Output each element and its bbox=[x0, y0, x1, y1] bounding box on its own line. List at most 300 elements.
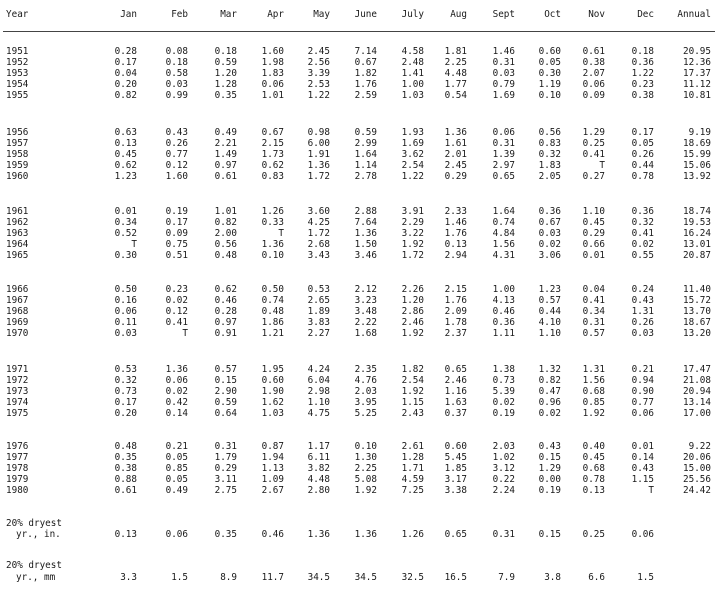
value-cell: 1.76 bbox=[444, 295, 467, 306]
value-cell: 1.62 bbox=[261, 397, 284, 408]
value-cell: 0.18 bbox=[165, 57, 188, 68]
value-cell: 1.26 bbox=[261, 206, 284, 217]
value-cell: 0.10 bbox=[354, 441, 377, 452]
value-cell: 2.78 bbox=[354, 171, 377, 182]
value-cell: 2.15 bbox=[444, 284, 467, 295]
year-cell: 1980 bbox=[6, 485, 29, 496]
value-cell: 2.03 bbox=[354, 386, 377, 397]
value-cell: 0.12 bbox=[165, 160, 188, 171]
value-cell: T bbox=[131, 239, 137, 250]
value-cell: 20.87 bbox=[683, 250, 711, 261]
year-cell: 1951 bbox=[6, 46, 29, 57]
summary-mm-value: 1.5 bbox=[637, 572, 654, 583]
value-cell: 0.59 bbox=[214, 57, 237, 68]
value-cell: 2.54 bbox=[401, 375, 424, 386]
value-cell: 2.48 bbox=[401, 57, 424, 68]
value-cell: 1.36 bbox=[261, 239, 284, 250]
value-cell: 2.12 bbox=[354, 284, 377, 295]
summary-inches-value: 0.06 bbox=[165, 529, 188, 540]
year-cell: 1968 bbox=[6, 306, 29, 317]
value-cell: 0.48 bbox=[261, 306, 284, 317]
value-cell: 0.57 bbox=[214, 364, 237, 375]
value-cell: 0.45 bbox=[114, 149, 137, 160]
value-cell: 13.20 bbox=[683, 328, 711, 339]
value-cell: 0.13 bbox=[444, 239, 467, 250]
value-cell: 3.62 bbox=[401, 149, 424, 160]
value-cell: 1.56 bbox=[492, 239, 515, 250]
year-cell: 1975 bbox=[6, 408, 29, 419]
value-cell: 0.28 bbox=[114, 46, 137, 57]
value-cell: 1.36 bbox=[307, 160, 330, 171]
value-cell: 2.24 bbox=[492, 485, 515, 496]
value-cell: 0.02 bbox=[165, 386, 188, 397]
year-cell: 1958 bbox=[6, 149, 29, 160]
value-cell: 0.56 bbox=[538, 127, 561, 138]
value-cell: 1.83 bbox=[261, 68, 284, 79]
value-cell: 17.00 bbox=[683, 408, 711, 419]
value-cell: 0.31 bbox=[582, 317, 605, 328]
value-cell: 11.40 bbox=[683, 284, 711, 295]
value-cell: 1.16 bbox=[444, 386, 467, 397]
value-cell: 0.32 bbox=[114, 375, 137, 386]
value-cell: 18.67 bbox=[683, 317, 711, 328]
value-cell: 0.35 bbox=[214, 90, 237, 101]
value-cell: 2.54 bbox=[401, 160, 424, 171]
value-cell: 2.45 bbox=[307, 46, 330, 57]
value-cell: 0.46 bbox=[214, 295, 237, 306]
value-cell: 0.65 bbox=[492, 171, 515, 182]
value-cell: 1.22 bbox=[401, 171, 424, 182]
value-cell: 0.31 bbox=[214, 441, 237, 452]
value-cell: 0.16 bbox=[114, 295, 137, 306]
value-cell: 0.10 bbox=[538, 90, 561, 101]
year-cell: 1959 bbox=[6, 160, 29, 171]
value-cell: 2.22 bbox=[354, 317, 377, 328]
value-cell: 0.15 bbox=[538, 452, 561, 463]
value-cell: 1.92 bbox=[401, 386, 424, 397]
value-cell: 18.74 bbox=[683, 206, 711, 217]
value-cell: 2.98 bbox=[307, 386, 330, 397]
value-cell: 3.60 bbox=[307, 206, 330, 217]
value-cell: 1.92 bbox=[354, 485, 377, 496]
value-cell: 0.04 bbox=[114, 68, 137, 79]
value-cell: 1.92 bbox=[401, 328, 424, 339]
value-cell: 2.99 bbox=[354, 138, 377, 149]
year-cell: 1953 bbox=[6, 68, 29, 79]
header-annual: Annual bbox=[677, 9, 711, 20]
value-cell: 0.59 bbox=[354, 127, 377, 138]
summary-mm-value: 34.5 bbox=[307, 572, 330, 583]
value-cell: 1.19 bbox=[538, 79, 561, 90]
value-cell: 5.08 bbox=[354, 474, 377, 485]
value-cell: 0.17 bbox=[114, 397, 137, 408]
value-cell: 1.81 bbox=[444, 46, 467, 57]
value-cell: 0.54 bbox=[444, 90, 467, 101]
header-feb: Feb bbox=[171, 9, 188, 20]
value-cell: 0.03 bbox=[165, 79, 188, 90]
value-cell: 13.70 bbox=[683, 306, 711, 317]
value-cell: 0.51 bbox=[165, 250, 188, 261]
value-cell: 5.25 bbox=[354, 408, 377, 419]
value-cell: T bbox=[182, 328, 188, 339]
value-cell: 1.41 bbox=[401, 68, 424, 79]
value-cell: 3.06 bbox=[538, 250, 561, 261]
value-cell: 0.05 bbox=[165, 474, 188, 485]
value-cell: 0.61 bbox=[582, 46, 605, 57]
value-cell: 7.64 bbox=[354, 217, 377, 228]
value-cell: 2.05 bbox=[538, 171, 561, 182]
value-cell: 1.85 bbox=[444, 463, 467, 474]
value-cell: 0.43 bbox=[631, 295, 654, 306]
value-cell: 3.82 bbox=[307, 463, 330, 474]
value-cell: 0.48 bbox=[114, 441, 137, 452]
value-cell: 0.73 bbox=[114, 386, 137, 397]
value-cell: 1.92 bbox=[582, 408, 605, 419]
value-cell: 0.19 bbox=[492, 408, 515, 419]
value-cell: 0.83 bbox=[261, 171, 284, 182]
value-cell: 1.13 bbox=[261, 463, 284, 474]
value-cell: 0.38 bbox=[114, 463, 137, 474]
summary-mm-label-line2: yr., mm bbox=[16, 572, 56, 583]
value-cell: 13.92 bbox=[683, 171, 711, 182]
value-cell: 0.61 bbox=[114, 485, 137, 496]
value-cell: 0.04 bbox=[582, 284, 605, 295]
value-cell: 1.82 bbox=[354, 68, 377, 79]
summary-inches-value: 0.13 bbox=[114, 529, 137, 540]
value-cell: 2.07 bbox=[582, 68, 605, 79]
value-cell: 18.69 bbox=[683, 138, 711, 149]
value-cell: 0.14 bbox=[165, 408, 188, 419]
value-cell: 4.13 bbox=[492, 295, 515, 306]
value-cell: 0.03 bbox=[538, 228, 561, 239]
value-cell: 2.65 bbox=[307, 295, 330, 306]
value-cell: 1.83 bbox=[538, 160, 561, 171]
value-cell: 4.24 bbox=[307, 364, 330, 375]
header-aug: Aug bbox=[450, 9, 467, 20]
value-cell: 9.19 bbox=[688, 127, 711, 138]
value-cell: 0.78 bbox=[631, 171, 654, 182]
header-may: May bbox=[313, 9, 330, 20]
value-cell: 0.20 bbox=[114, 408, 137, 419]
value-cell: 2.09 bbox=[444, 306, 467, 317]
value-cell: 1.90 bbox=[261, 386, 284, 397]
value-cell: 0.57 bbox=[538, 295, 561, 306]
value-cell: 1.29 bbox=[538, 463, 561, 474]
value-cell: 0.67 bbox=[354, 57, 377, 68]
value-cell: 0.05 bbox=[538, 57, 561, 68]
value-cell: 0.03 bbox=[114, 328, 137, 339]
value-cell: 1.31 bbox=[582, 364, 605, 375]
value-cell: 2.67 bbox=[261, 485, 284, 496]
value-cell: 2.27 bbox=[307, 328, 330, 339]
summary-inches-value: 0.15 bbox=[538, 529, 561, 540]
value-cell: 0.67 bbox=[261, 127, 284, 138]
value-cell: 1.01 bbox=[214, 206, 237, 217]
value-cell: 1.46 bbox=[444, 217, 467, 228]
value-cell: 6.00 bbox=[307, 138, 330, 149]
value-cell: 0.78 bbox=[582, 474, 605, 485]
value-cell: T bbox=[599, 160, 605, 171]
value-cell: 13.01 bbox=[683, 239, 711, 250]
value-cell: 1.60 bbox=[165, 171, 188, 182]
value-cell: 0.02 bbox=[492, 397, 515, 408]
value-cell: 1.93 bbox=[401, 127, 424, 138]
value-cell: 1.10 bbox=[538, 328, 561, 339]
value-cell: 1.89 bbox=[307, 306, 330, 317]
value-cell: 17.47 bbox=[683, 364, 711, 375]
header-nov: Nov bbox=[588, 9, 605, 20]
value-cell: 0.12 bbox=[165, 306, 188, 317]
value-cell: 0.68 bbox=[582, 386, 605, 397]
value-cell: 0.44 bbox=[538, 306, 561, 317]
value-cell: 9.22 bbox=[688, 441, 711, 452]
value-cell: 0.75 bbox=[165, 239, 188, 250]
value-cell: 0.41 bbox=[582, 295, 605, 306]
summary-inches-value: 0.35 bbox=[214, 529, 237, 540]
value-cell: 0.03 bbox=[631, 328, 654, 339]
value-cell: 0.48 bbox=[214, 250, 237, 261]
year-cell: 1952 bbox=[6, 57, 29, 68]
value-cell: 5.45 bbox=[444, 452, 467, 463]
value-cell: 0.50 bbox=[261, 284, 284, 295]
value-cell: 0.82 bbox=[538, 375, 561, 386]
value-cell: 0.85 bbox=[165, 463, 188, 474]
value-cell: 0.41 bbox=[631, 228, 654, 239]
value-cell: 0.68 bbox=[582, 463, 605, 474]
value-cell: 1.29 bbox=[582, 127, 605, 138]
value-cell: 1.73 bbox=[261, 149, 284, 160]
value-cell: 1.11 bbox=[492, 328, 515, 339]
value-cell: 4.59 bbox=[401, 474, 424, 485]
value-cell: 1.64 bbox=[492, 206, 515, 217]
header-oct: Oct bbox=[544, 9, 561, 20]
value-cell: 0.60 bbox=[444, 441, 467, 452]
value-cell: 1.21 bbox=[261, 328, 284, 339]
value-cell: 0.60 bbox=[261, 375, 284, 386]
year-cell: 1960 bbox=[6, 171, 29, 182]
header-july: July bbox=[401, 9, 424, 20]
summary-inches-value: 0.31 bbox=[492, 529, 515, 540]
value-cell: 1.00 bbox=[492, 284, 515, 295]
value-cell: 20.94 bbox=[683, 386, 711, 397]
year-cell: 1963 bbox=[6, 228, 29, 239]
value-cell: 0.31 bbox=[492, 57, 515, 68]
value-cell: 1.94 bbox=[261, 452, 284, 463]
value-cell: 0.14 bbox=[631, 452, 654, 463]
value-cell: 0.74 bbox=[492, 217, 515, 228]
value-cell: 0.59 bbox=[214, 397, 237, 408]
value-cell: 1.20 bbox=[214, 68, 237, 79]
value-cell: 1.23 bbox=[538, 284, 561, 295]
value-cell: 1.79 bbox=[214, 452, 237, 463]
value-cell: 1.38 bbox=[492, 364, 515, 375]
value-cell: 0.06 bbox=[582, 79, 605, 90]
value-cell: 0.64 bbox=[214, 408, 237, 419]
value-cell: 5.39 bbox=[492, 386, 515, 397]
value-cell: 12.36 bbox=[683, 57, 711, 68]
value-cell: 0.97 bbox=[214, 160, 237, 171]
value-cell: 4.48 bbox=[307, 474, 330, 485]
value-cell: 0.19 bbox=[165, 206, 188, 217]
value-cell: 0.49 bbox=[165, 485, 188, 496]
value-cell: T bbox=[648, 485, 654, 496]
value-cell: 21.08 bbox=[683, 375, 711, 386]
value-cell: 16.24 bbox=[683, 228, 711, 239]
value-cell: 1.03 bbox=[261, 408, 284, 419]
value-cell: 0.94 bbox=[631, 375, 654, 386]
value-cell: 15.99 bbox=[683, 149, 711, 160]
value-cell: 3.17 bbox=[444, 474, 467, 485]
value-cell: 0.45 bbox=[582, 452, 605, 463]
value-cell: 1.95 bbox=[261, 364, 284, 375]
summary-inches-value: 0.65 bbox=[444, 529, 467, 540]
year-cell: 1956 bbox=[6, 127, 29, 138]
value-cell: 1.82 bbox=[401, 364, 424, 375]
value-cell: 2.45 bbox=[444, 160, 467, 171]
header-dec: Dec bbox=[637, 9, 654, 20]
value-cell: 0.02 bbox=[538, 408, 561, 419]
value-cell: 0.01 bbox=[582, 250, 605, 261]
value-cell: 0.52 bbox=[114, 228, 137, 239]
value-cell: 2.37 bbox=[444, 328, 467, 339]
summary-mm-value: 3.8 bbox=[544, 572, 561, 583]
value-cell: 0.53 bbox=[307, 284, 330, 295]
value-cell: 1.72 bbox=[401, 250, 424, 261]
value-cell: 2.75 bbox=[214, 485, 237, 496]
value-cell: 0.17 bbox=[165, 217, 188, 228]
value-cell: 2.86 bbox=[401, 306, 424, 317]
value-cell: 0.56 bbox=[214, 239, 237, 250]
value-cell: 0.01 bbox=[631, 441, 654, 452]
value-cell: 6.04 bbox=[307, 375, 330, 386]
summary-mm-value: 1.5 bbox=[171, 572, 188, 583]
value-cell: 0.53 bbox=[114, 364, 137, 375]
value-cell: 19.53 bbox=[683, 217, 711, 228]
summary-mm-value: 32.5 bbox=[401, 572, 424, 583]
value-cell: 11.12 bbox=[683, 79, 711, 90]
value-cell: 1.64 bbox=[354, 149, 377, 160]
value-cell: 0.45 bbox=[582, 217, 605, 228]
value-cell: 0.41 bbox=[165, 317, 188, 328]
value-cell: 0.06 bbox=[261, 79, 284, 90]
value-cell: 1.71 bbox=[401, 463, 424, 474]
year-cell: 1964 bbox=[6, 239, 29, 250]
value-cell: 0.50 bbox=[114, 284, 137, 295]
value-cell: 1.20 bbox=[401, 295, 424, 306]
value-cell: 0.11 bbox=[114, 317, 137, 328]
value-cell: 0.41 bbox=[582, 149, 605, 160]
value-cell: 0.30 bbox=[538, 68, 561, 79]
value-cell: 4.58 bbox=[401, 46, 424, 57]
value-cell: 0.06 bbox=[492, 127, 515, 138]
value-cell: 0.05 bbox=[631, 138, 654, 149]
value-cell: 2.53 bbox=[307, 79, 330, 90]
value-cell: 1.60 bbox=[261, 46, 284, 57]
value-cell: 0.08 bbox=[165, 46, 188, 57]
value-cell: 1.10 bbox=[582, 206, 605, 217]
value-cell: 2.35 bbox=[354, 364, 377, 375]
value-cell: 0.34 bbox=[582, 306, 605, 317]
value-cell: 0.29 bbox=[444, 171, 467, 182]
value-cell: 2.46 bbox=[444, 375, 467, 386]
value-cell: 0.40 bbox=[582, 441, 605, 452]
value-cell: 2.15 bbox=[261, 138, 284, 149]
value-cell: 1.92 bbox=[401, 239, 424, 250]
value-cell: 0.46 bbox=[492, 306, 515, 317]
value-cell: 0.79 bbox=[492, 79, 515, 90]
summary-inches-label-line2: yr., in. bbox=[16, 529, 61, 540]
value-cell: 0.62 bbox=[114, 160, 137, 171]
year-cell: 1967 bbox=[6, 295, 29, 306]
value-cell: 0.83 bbox=[538, 138, 561, 149]
year-cell: 1972 bbox=[6, 375, 29, 386]
year-cell: 1966 bbox=[6, 284, 29, 295]
value-cell: 2.80 bbox=[307, 485, 330, 496]
value-cell: 0.06 bbox=[165, 375, 188, 386]
value-cell: 1.61 bbox=[444, 138, 467, 149]
value-cell: 3.46 bbox=[354, 250, 377, 261]
summary-mm-value: 34.5 bbox=[354, 572, 377, 583]
value-cell: 1.00 bbox=[401, 79, 424, 90]
value-cell: 25.56 bbox=[683, 474, 711, 485]
value-cell: 1.32 bbox=[538, 364, 561, 375]
value-cell: 0.67 bbox=[538, 217, 561, 228]
value-cell: 1.30 bbox=[354, 452, 377, 463]
value-cell: 2.68 bbox=[307, 239, 330, 250]
value-cell: 0.99 bbox=[165, 90, 188, 101]
header-jan: Jan bbox=[120, 9, 137, 20]
value-cell: 0.22 bbox=[492, 474, 515, 485]
value-cell: 2.90 bbox=[214, 386, 237, 397]
value-cell: 2.25 bbox=[354, 463, 377, 474]
value-cell: 3.22 bbox=[401, 228, 424, 239]
value-cell: 1.39 bbox=[492, 149, 515, 160]
year-cell: 1954 bbox=[6, 79, 29, 90]
value-cell: 0.62 bbox=[214, 284, 237, 295]
value-cell: 2.46 bbox=[401, 317, 424, 328]
value-cell: 0.77 bbox=[631, 397, 654, 408]
value-cell: 1.63 bbox=[444, 397, 467, 408]
value-cell: 0.88 bbox=[114, 474, 137, 485]
value-cell: 3.48 bbox=[354, 306, 377, 317]
value-cell: 0.26 bbox=[165, 138, 188, 149]
value-cell: 1.14 bbox=[354, 160, 377, 171]
summary-mm-value: 3.3 bbox=[120, 572, 137, 583]
value-cell: 1.17 bbox=[307, 441, 330, 452]
value-cell: 17.37 bbox=[683, 68, 711, 79]
value-cell: 0.18 bbox=[631, 46, 654, 57]
value-cell: 1.15 bbox=[631, 474, 654, 485]
value-cell: 0.43 bbox=[631, 463, 654, 474]
value-cell: 2.00 bbox=[214, 228, 237, 239]
value-cell: 0.36 bbox=[538, 206, 561, 217]
value-cell: 4.10 bbox=[538, 317, 561, 328]
summary-inches-label-line1: 20% dryest bbox=[6, 518, 62, 529]
value-cell: 2.43 bbox=[401, 408, 424, 419]
value-cell: 0.05 bbox=[165, 452, 188, 463]
value-cell: 0.23 bbox=[165, 284, 188, 295]
summary-inches-value: 1.36 bbox=[307, 529, 330, 540]
value-cell: 0.35 bbox=[114, 452, 137, 463]
value-cell: 3.91 bbox=[401, 206, 424, 217]
value-cell: 0.38 bbox=[582, 57, 605, 68]
value-cell: 0.66 bbox=[582, 239, 605, 250]
summary-mm-value: 16.5 bbox=[444, 572, 467, 583]
summary-mm-value: 6.6 bbox=[588, 572, 605, 583]
value-cell: 1.28 bbox=[214, 79, 237, 90]
value-cell: 0.36 bbox=[631, 57, 654, 68]
header-year: Year bbox=[6, 9, 29, 20]
